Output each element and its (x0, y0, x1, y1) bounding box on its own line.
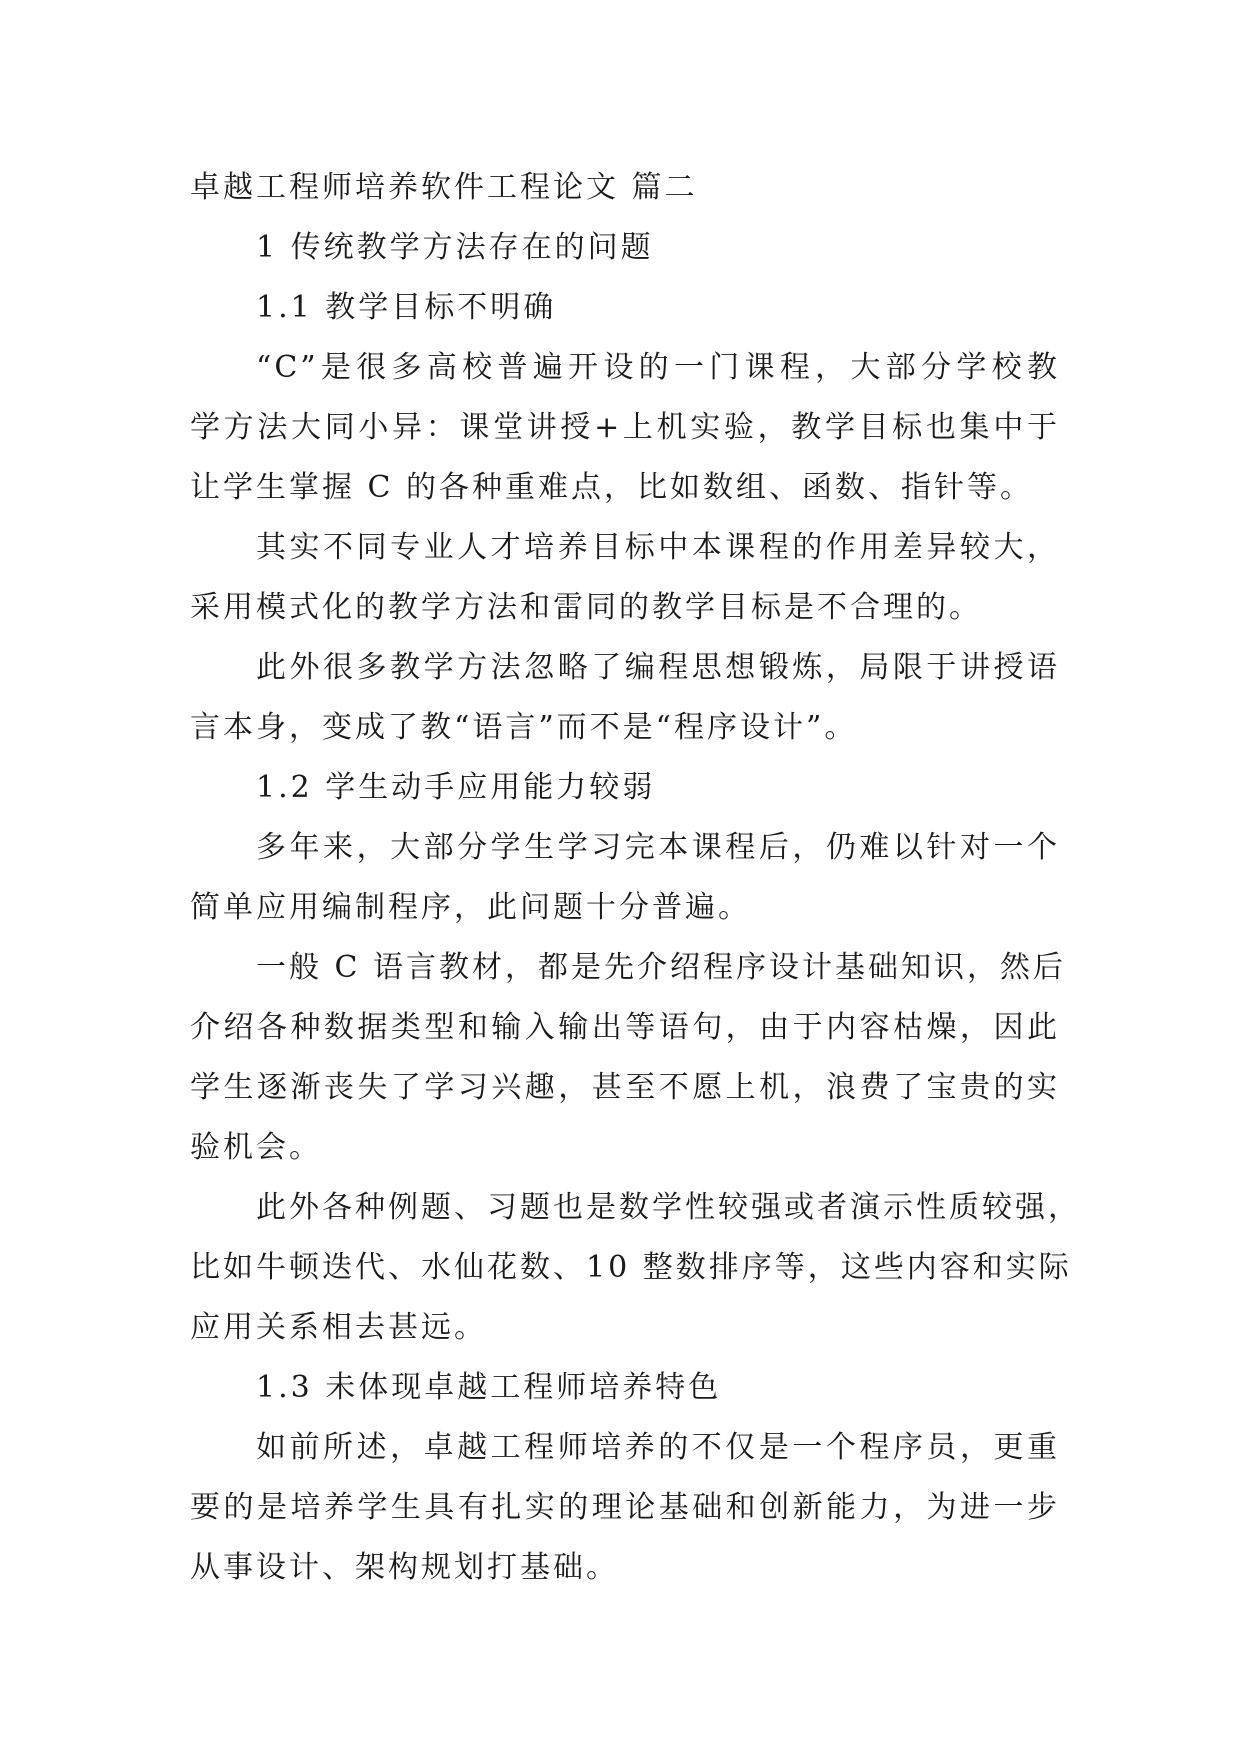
paragraph-line: 比如牛顿迭代、水仙花数、10 整数排序等，这些内容和实际 (190, 1250, 1072, 1285)
paragraph-line: 此外很多教学方法忽略了编程思想锻炼，局限于讲授语 (256, 650, 1060, 685)
paragraph-line: 应用关系相去甚远。 (190, 1310, 487, 1345)
paragraph-line: 简单应用编制程序，此问题十分普遍。 (190, 890, 751, 925)
paragraph-line: 介绍各种数据类型和输入输出等语句，由于内容枯燥，因此 (190, 1010, 1060, 1045)
paragraph-line: 让学生掌握 C 的各种重难点，比如数组、函数、指针等。 (190, 470, 1034, 505)
subsection-heading-1-2: 1.2 学生动手应用能力较弱 (256, 770, 656, 805)
section-heading-1: 1 传统教学方法存在的问题 (256, 230, 654, 265)
paragraph-line: 其实不同专业人才培养目标中本课程的作用差异较大， (256, 530, 1060, 565)
document-title: 卓越工程师培养软件工程论文 篇二 (190, 170, 698, 205)
paragraph-line: 要的是培养学生具有扎实的理论基础和创新能力，为进一步 (190, 1490, 1060, 1525)
document-body (190, 158, 1081, 1598)
paragraph-line: 验机会。 (190, 1130, 322, 1165)
subsection-heading-1-3: 1.3 未体现卓越工程师培养特色 (256, 1370, 722, 1405)
subsection-heading-1-1: 1.1 教学目标不明确 (256, 290, 557, 325)
paragraph-line: 如前所述，卓越工程师培养的不仅是一个程序员，更重 (256, 1430, 1060, 1465)
paragraph-line: 学方法大同小异：课堂讲授+上机实验，教学目标也集中于 (190, 410, 1060, 445)
paragraph-line: 多年来，大部分学生学习完本课程后，仍难以针对一个 (256, 830, 1060, 865)
paragraph-line: 采用模式化的教学方法和雷同的教学目标是不合理的。 (190, 590, 982, 625)
paragraph-line: 此外各种例题、习题也是数学性较强或者演示性质较强， (256, 1190, 1081, 1225)
paragraph-line: “C”是很多高校普遍开设的一门课程，大部分学校教 (256, 350, 1060, 385)
paragraph-line: 从事设计、架构规划打基础。 (190, 1550, 619, 1585)
paragraph-line: 言本身，变成了教“语言”而不是“程序设计”。 (190, 710, 858, 745)
paragraph-line: 学生逐渐丧失了学习兴趣，甚至不愿上机，浪费了宝贵的实 (190, 1070, 1060, 1105)
paragraph-line: 一般 C 语言教材，都是先介绍程序设计基础知识，然后 (256, 950, 1067, 985)
